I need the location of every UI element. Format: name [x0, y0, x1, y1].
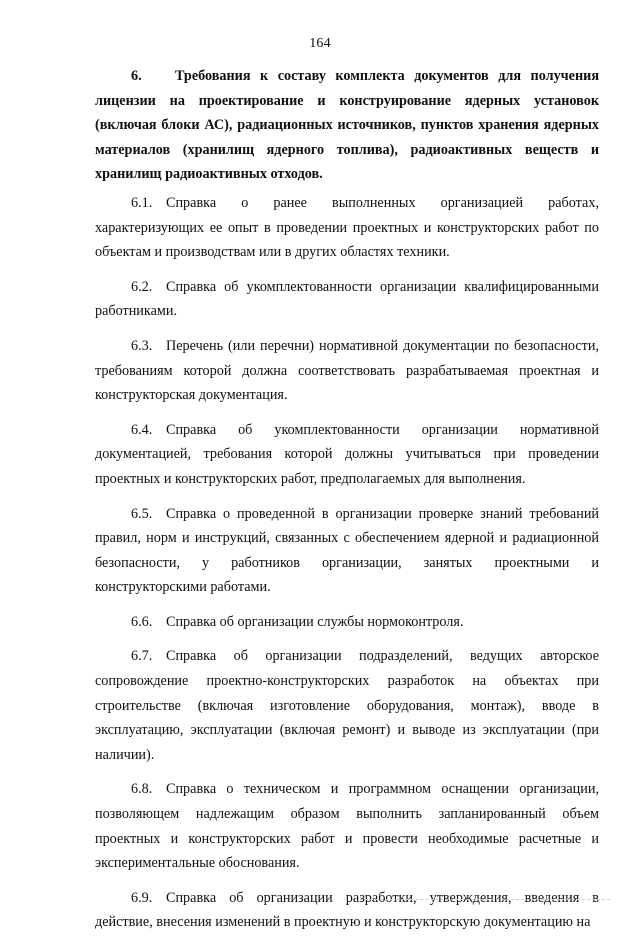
item-text: Перечень (или перечни) нормативной документации по безопасности, требованиям которой должна соответствовать разрабатываемая проектная и конструкторская документация. [95, 337, 599, 404]
item-number: 6.5. [131, 505, 153, 522]
item-number: 6.7. [131, 648, 153, 665]
item-text: Справка о ранее выполненных организацией работах, характеризующих ее опыт в проведении проектных и конструкторских работ по объектам и производствам или в других областях техники. [95, 194, 599, 261]
item-text: Справка об укомплектованности организации нормативной документацией, требования которой должны учитываться при проведении проектных и конструкторских работ, предполагаемых для выполнения. [95, 421, 599, 487]
section-heading [95, 64, 599, 187]
item-number: 6.4. [131, 421, 153, 438]
section-number: 6. [131, 68, 142, 84]
item-number: 6.6. [131, 613, 153, 630]
item-text: Справка об укомплектованности организации квалифицированными работниками. [95, 278, 599, 320]
item-text: Справка об организации подразделений, ведущих авторское сопровождение проектно-конструкторских разработок на объектах при строительстве (включая изготовление оборудования, монтаж), вводе в эксплуатацию, эксплуатации (включая ремонт) и выводе из эксплуатации (при наличии). [95, 648, 599, 763]
item-number: 6.2. [131, 278, 153, 295]
item-number: 6.8. [131, 781, 153, 798]
list-item-6-1 [95, 191, 599, 265]
section-title: Требования к составу комплекта документов для получения лицензии на проектирование и конструирование ядерных установок (включая блоки АС), радиационных источников, пунктов хранения ядерных материалов (хранилищ ядерного топлива), радиоактивных веществ и хранилищ радиоактивных отходов. [95, 68, 599, 183]
item-text: Справка об организации разработки, утверждения, введения в действие, внесения изменений в проектную и конструкторскую документацию на [95, 889, 599, 931]
document-body [95, 64, 599, 945]
list-item-6-5 [95, 502, 599, 600]
item-text: Справка о техническом и программном оснащении организации, позволяющем надлежащим образом выполнить запланированный объем проектных и конструкторских работ и провести необходимые расчетные и экспериментальные обоснования. [95, 781, 599, 872]
page-number: 164 [309, 36, 331, 51]
item-text: Справка о проведенной в организации проверке знаний требований правил, норм и инструкций, связанных с обеспечением ядерной и радиационной безопасности, у работников организации, занятых проектными и конструкторскими работами. [95, 505, 599, 596]
list-item-6-7 [95, 644, 599, 767]
list-item-6-3 [95, 334, 599, 408]
item-text: Справка об организации службы нормоконтроля. [166, 613, 464, 630]
list-item-6-8 [95, 777, 599, 875]
item-number: 6.3. [131, 337, 153, 354]
list-item-6-6 [95, 610, 599, 635]
page-bottom-rule [360, 899, 610, 900]
list-item-6-2 [95, 275, 599, 324]
list-item-6-9 [95, 886, 599, 935]
item-number: 6.9. [131, 889, 153, 906]
item-number: 6.1. [131, 194, 153, 211]
list-item-6-4 [95, 418, 599, 492]
